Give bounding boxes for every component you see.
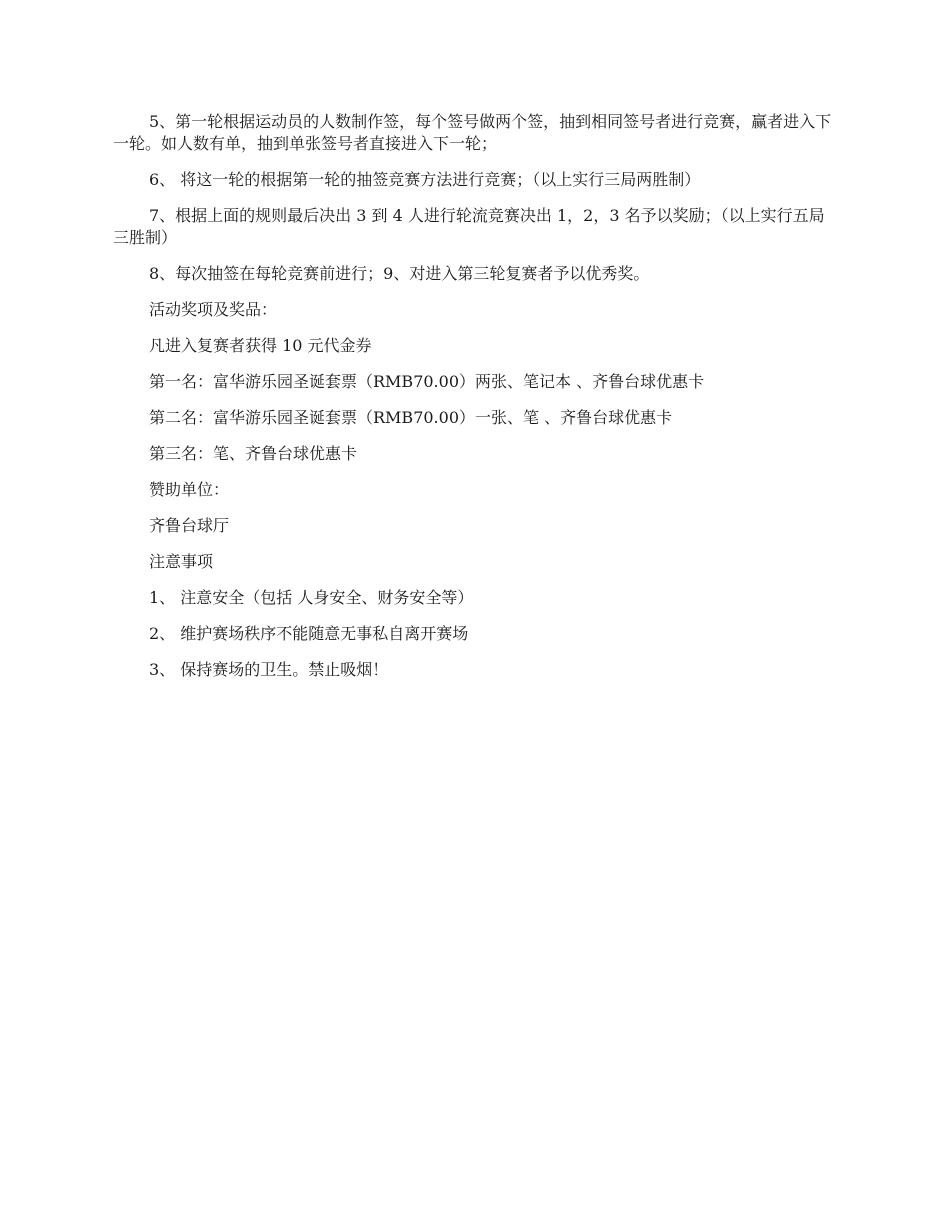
note-item-2: 2、 维护赛场秩序不能随意无事私自离开赛场 [149,624,469,643]
award-semifinal: 凡进入复赛者获得 10 元代金券 [149,336,372,355]
rule-paragraph-5: 5、第一轮根据运动员的人数制作签，每个签号做两个签，抽到相同签号者进行竞赛，赢者进入下一轮。如人数有单，抽到单张签号者直接进入下一轮； [113,112,832,153]
notes-heading: 注意事项 [149,552,214,571]
awards-heading: 活动奖项及奖品： [149,300,278,319]
sponsor-heading: 赞助单位： [149,480,230,499]
rule-paragraph-7: 7、根据上面的规则最后决出 3 到 4 人进行轮流竞赛决出 1，2，3 名予以奖励；（以上实行五局三胜制） [113,206,825,247]
document-body [113,111,833,681]
sponsor-name: 齐鲁台球厅 [149,516,230,535]
rule-paragraph-6: 6、 将这一轮的根据第一轮的抽签竞赛方法进行竞赛；（以上实行三局两胜制） [149,170,701,189]
award-first-place: 第一名：富华游乐园圣诞套票（RMB70.00）两张、笔记本 、齐鲁台球优惠卡 [149,372,705,391]
note-item-1: 1、 注意安全（包括 人身安全、财务安全等） [149,588,474,607]
award-third-place: 第三名：笔、齐鲁台球优惠卡 [149,444,358,463]
award-second-place: 第二名：富华游乐园圣诞套票（RMB70.00）一张、笔 、齐鲁台球优惠卡 [149,408,673,427]
rule-paragraph-8-9: 8、每次抽签在每轮竞赛前进行；9、对进入第三轮复赛者予以优秀奖。 [149,264,650,283]
note-item-3: 3、 保持赛场的卫生。禁止吸烟！ [149,660,389,679]
